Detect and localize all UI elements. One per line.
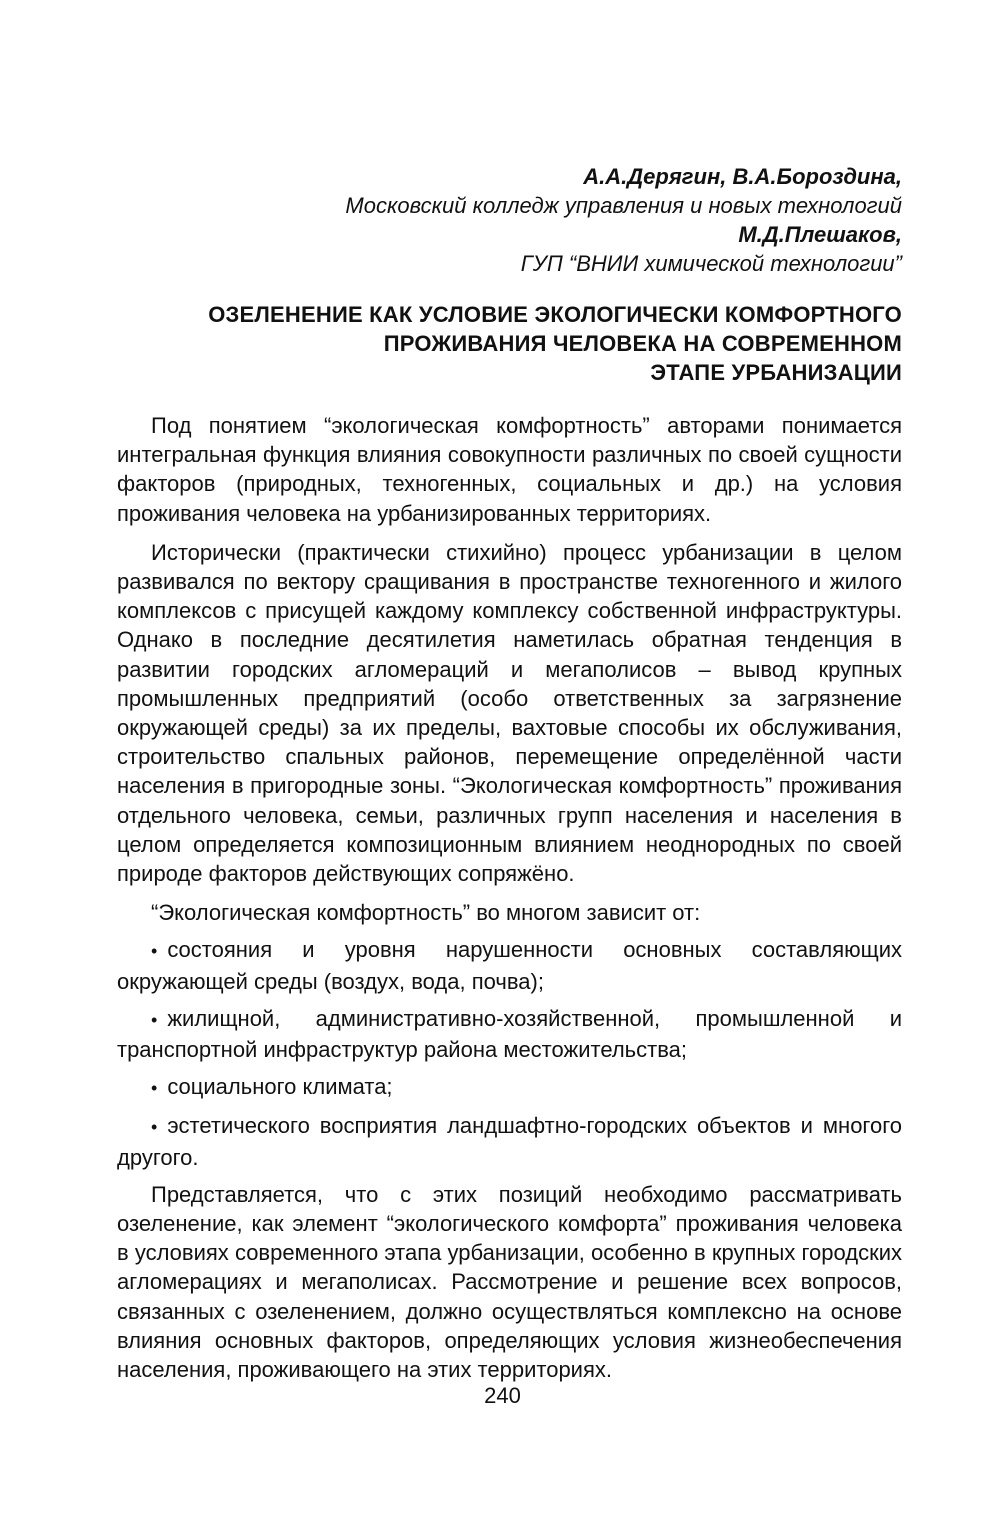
paragraph-2: Исторически (практически стихийно) процесс урбанизации в целом развивался по вектору сращивания в пространстве техногенного и жилого комплексов с присущей каждому комплексу собственной инфраструктуры. Однако в последние десятилетия наметилась обратная тенденция в развитии городских агломераций и мегаполисов – вывод крупных промышленных предприятий (особо ответственных за загрязнение окружающей среды) за их пределы, вахтовые способы их обслуживания, строительство спальных районов, перемещение определённой части населения в пригородные зоны. “Экологическая комфортность” проживания отдельного человека, семьи, различных групп населения и населения в целом определяется композиционным влиянием неоднородных по своей природе факторов действующих сопряжёно. [117, 539, 902, 887]
list-item-text: жилищной, административно-хозяйственной, промышленной и транспортной инфраструктур района местожительства; [117, 1005, 902, 1063]
bullet-icon: • [151, 1078, 158, 1099]
author-names-1: А.А.Дерягин, В.А.Бороздина, [583, 164, 902, 189]
article-title [117, 300, 902, 387]
author-names-2: М.Д.Плешаков, [738, 222, 902, 247]
list-item [117, 935, 902, 995]
list-item-text: эстетического восприятия ландшафтно-городских объектов и многого другого. [117, 1113, 902, 1170]
bullet-icon: • [151, 1117, 158, 1138]
affiliation-1: Московский колледж управления и новых технологий [345, 193, 902, 218]
authors-block [117, 162, 902, 278]
paragraph-1: Под понятием “экологическая комфортность” авторами понимается интегральная функция влияния совокупности различных по своей сущности факторов (природных, техногенных, социальных и др.) на условия проживания человека на урбанизированных территориях. [117, 413, 902, 526]
paragraph-4: Представляется, что с этих позиций необходимо рассматривать озеленение, как элемент “экологического комфорта” проживания человека в условиях современного этапа урбанизации, особенно в крупных городских агломерациях и мегаполисах. Рассмотрение и решение всех вопросов, связанных с озеленением, должно осуществляться комплексно на основе влияния основных факторов, определяющих условия жизнеобеспечения населения, проживающего на этих территориях. [117, 1181, 902, 1383]
paragraph-3: “Экологическая комфортность” во многом зависит от: [151, 900, 701, 926]
list-item [117, 1111, 902, 1171]
list-item-text: состояния и уровня нарушенности основных составляющих окружающей среды (воздух, вода, почва); [117, 937, 902, 994]
page-content [117, 162, 902, 1394]
list-item [117, 1072, 902, 1103]
page-number: 240 [484, 1383, 521, 1408]
bullet-icon: • [151, 941, 158, 962]
bullet-icon: • [151, 1009, 158, 1030]
list-item-text: социального климата; [167, 1074, 393, 1100]
title-line-1: ОЗЕЛЕНЕНИЕ КАК УСЛОВИЕ ЭКОЛОГИЧЕСКИ КОМФОРТНОГО [208, 302, 902, 327]
title-line-2: ПРОЖИВАНИЯ ЧЕЛОВЕКА НА СОВРЕМЕННОМ [383, 331, 902, 356]
title-line-3: ЭТАПЕ УРБАНИЗАЦИИ [650, 360, 902, 385]
list-item [117, 1004, 902, 1064]
affiliation-2: ГУП “ВНИИ химической технологии” [520, 251, 902, 276]
article-body [117, 411, 902, 1384]
